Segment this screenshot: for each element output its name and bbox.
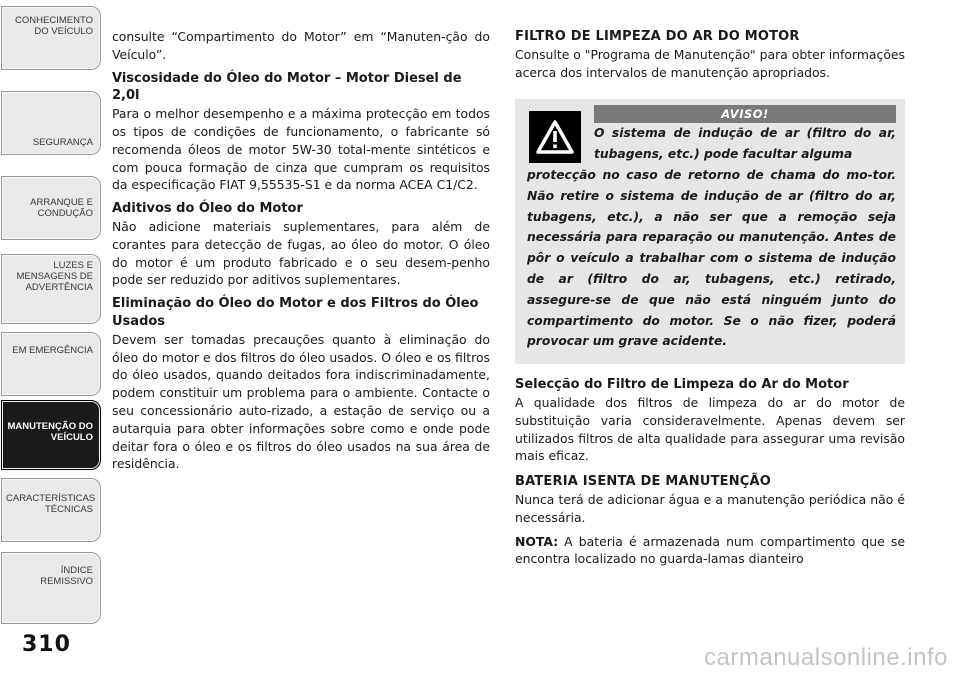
paragraph-bateria: Nunca terá de adicionar água e a manutenção periódica não é necessária. [515,491,905,525]
warning-triangle-icon [529,111,581,163]
warning-text: protecção no caso de retorno de chama do mo-tor. Não retire o sistema de indução de ar (filtro do ar, tubagens, etc.), a não ser que a remoção seja necessária para reparação ou manutenção. Antes de pôr o veículo a trabalhar com o sistema de indução de ar (filtro do ar, tubagens, etc.) retirado, assegure-se de que não está ninguém junto do compartimento do motor. Se o não fizer, poderá provocar um grave acidente. [527,167,896,349]
tab-conhecimento[interactable]: CONHECIMENTO DO VEÍCULO [1,6,101,70]
paragraph-seleccao: A qualidade dos filtros de limpeza do ar do motor de substituição varia consideravelmente. Apenas devem ser utilizados filtros de alta qualidade para assegurar uma revisão mais eficaz. [515,394,905,464]
section-body-aditivos: Não adicione materiais suplementares, para além de corantes para detecção de fugas, ao óleo do motor. O óleo do motor é um produto fabricado e o seu desem-penho pode ser reduzido por aditivos suplementares. [112,218,490,288]
section-title-eliminacao: Eliminação do Óleo do Motor e dos Filtros do Óleo Usados [112,296,479,329]
warning-text-lead: O sistema de indução de ar (filtro do ar, tubagens, etc.) pode facultar alguma [594,126,896,162]
tab-indice[interactable]: ÍNDICE REMISSIVO [1,552,101,624]
section-body-eliminacao: Devem ser tomadas precauções quanto à eliminação do óleo do motor e dos filtros do óleo usados. O óleo e os filtros do óleo usados, quando deitados fora indiscriminadamente, podem constituir um problema para o ambiente. Contacte o seu concessionário auto-rizado, a estação de serviço ou a autarquia para obter informações sobre como e onde pode deitar fora o óleo e os filtros do óleo usados na sua área de residência. [112,331,490,472]
tab-luzes[interactable]: LUZES E MENSAGENS DE ADVERTÊNCIA [1,254,101,324]
nota-text: A bateria é armazenada num compartimento que se encontra localizado no guarda-lamas dianteiro [515,533,905,567]
watermark: carmanualsonline.info [704,644,948,671]
section-tabs [0,0,104,678]
tab-seguranca[interactable]: SEGURANÇA [1,91,101,155]
nota-label: NOTA: [515,533,559,549]
intro-text: consulte “Compartimento do Motor” em “Manuten-ção do Veículo”. [112,29,490,62]
section-body-viscosidade: Para o melhor desempenho e a máxima protecção em todos os tipos de condições de funcionamento, o fabricante só recomenda óleos de motor 5W-30 total-mente sintéticos e com pouca formação de cinza que cumpram os requisitos da especificação FIAT 9,55535-S1 e da norma ACEA C1/C2. [112,106,490,193]
left-column [112,28,490,473]
section-title-aditivos: Aditivos do Óleo do Motor [112,201,303,217]
tab-caracteristicas[interactable]: CARACTERÍSTICAS TÉCNICAS [1,478,101,542]
tab-arranque[interactable]: ARRANQUE E CONDUÇÃO [1,176,101,240]
section-title-viscosidade: Viscosidade do Óleo do Motor – Motor Diesel de 2,0l [112,70,462,104]
paragraph-filtro: Consulte o "Programa de Manutenção" para obter informações acerca dos intervalos de manutenção apropriados. [515,46,905,80]
tab-manutencao[interactable]: MANUTENÇÃO DO VEÍCULO [1,400,101,470]
heading-seleccao: Selecção do Filtro de Limpeza do Ar do Motor [515,377,849,393]
tab-emergencia[interactable]: EM EMERGÊNCIA [1,332,101,396]
page-number: 310 [22,632,71,657]
heading-bateria: BATERIA ISENTA DE MANUTENÇÃO [515,474,772,490]
right-column [515,28,905,568]
heading-filtro: FILTRO DE LIMPEZA DO AR DO MOTOR [515,29,800,44]
warning-title: AVISO! [594,105,896,123]
nota-paragraph [515,533,905,569]
warning-box [515,99,905,364]
